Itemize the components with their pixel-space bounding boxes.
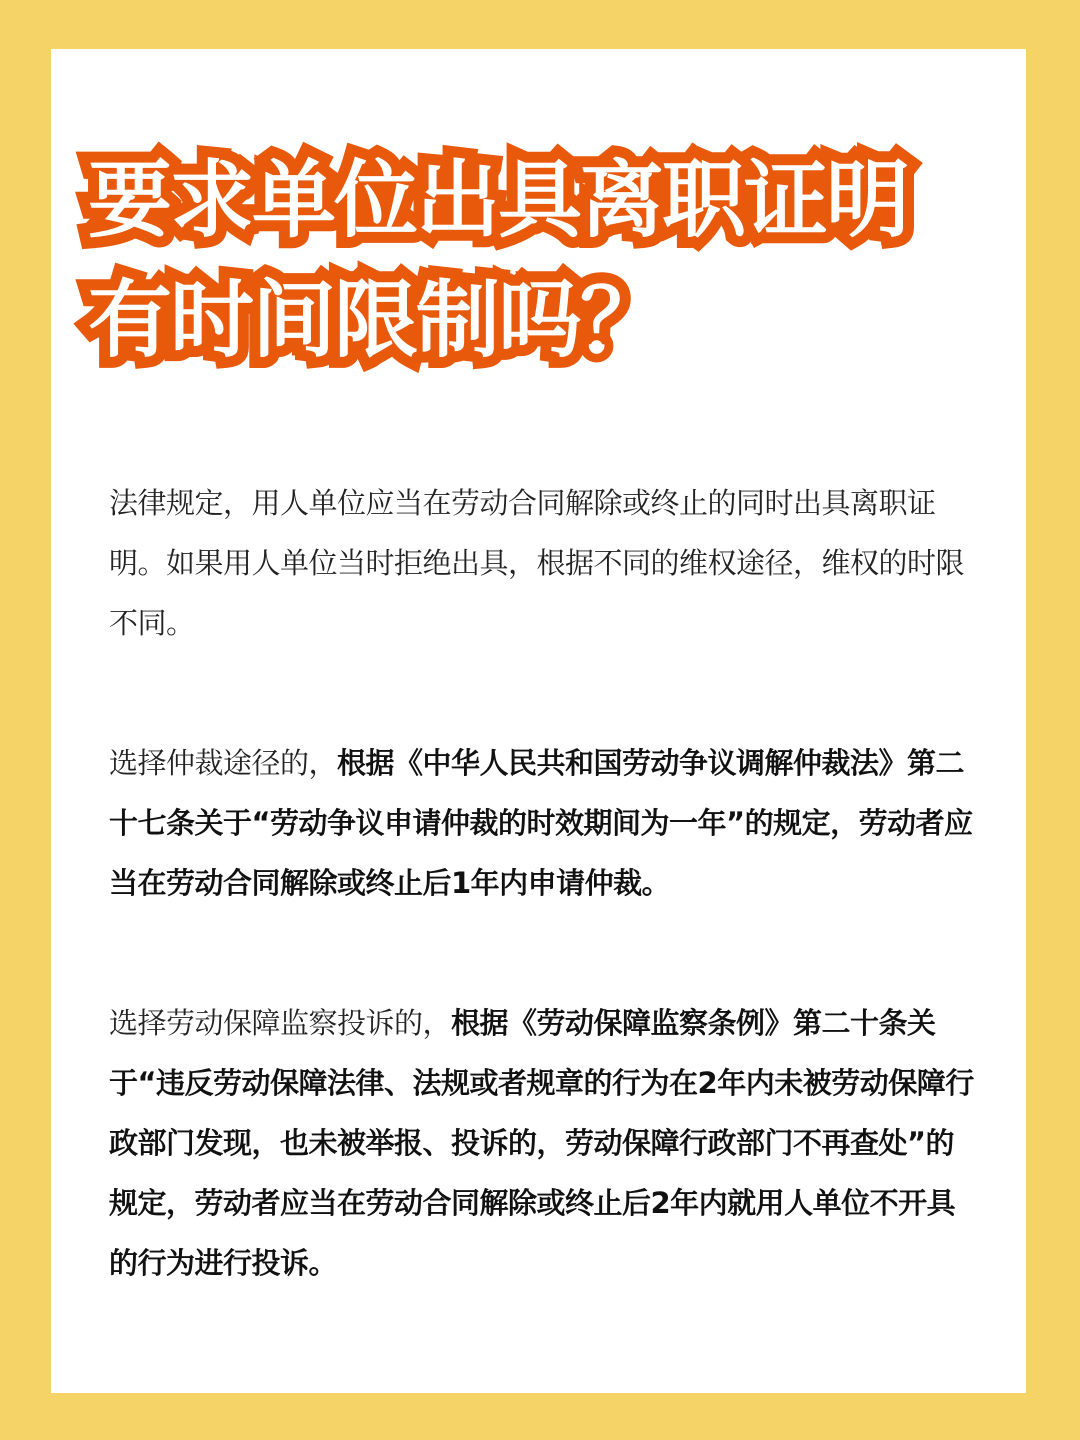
paragraph-legal-rule [109, 473, 975, 653]
paragraph-arbitration [109, 733, 975, 913]
paragraph-arbitration-emphasis: 根据《中华人民共和国劳动争议调解仲裁法》第二十七条关于“劳动争议申请仲裁的时效期间为一年”的规定，劳动者应当在劳动合同解除或终止后1年内申请仲裁。 [109, 746, 973, 900]
title-line-1: 要求单位出具离职证明 [88, 151, 909, 249]
page-title [88, 140, 988, 380]
paragraph-labor-inspection-lead: 选择劳动保障监察投诉的， [109, 1006, 452, 1040]
title-line-2: 有时间限制吗？ [88, 271, 663, 369]
paragraph-legal-rule-text: 法律规定，用人单位应当在劳动合同解除或终止的同时出具离职证明。如果用人单位当时拒绝出具，根据不同的维权途径，维权的时限不同。 [109, 486, 965, 640]
paragraph-labor-inspection [109, 993, 975, 1293]
paragraph-labor-inspection-emphasis: 根据《劳动保障监察条例》第二十条关于“违反劳动保障法律、法规或者规章的行为在2年内未被劳动保障行政部门发现，也未被举报、投诉的，劳动保障行政部门不再查处”的规定，劳动者应当在劳动合同解除或终止后2年内就用人单位不开具的行为进行投诉。 [109, 1006, 974, 1280]
paragraph-arbitration-lead: 选择仲裁途径的， [109, 746, 338, 780]
